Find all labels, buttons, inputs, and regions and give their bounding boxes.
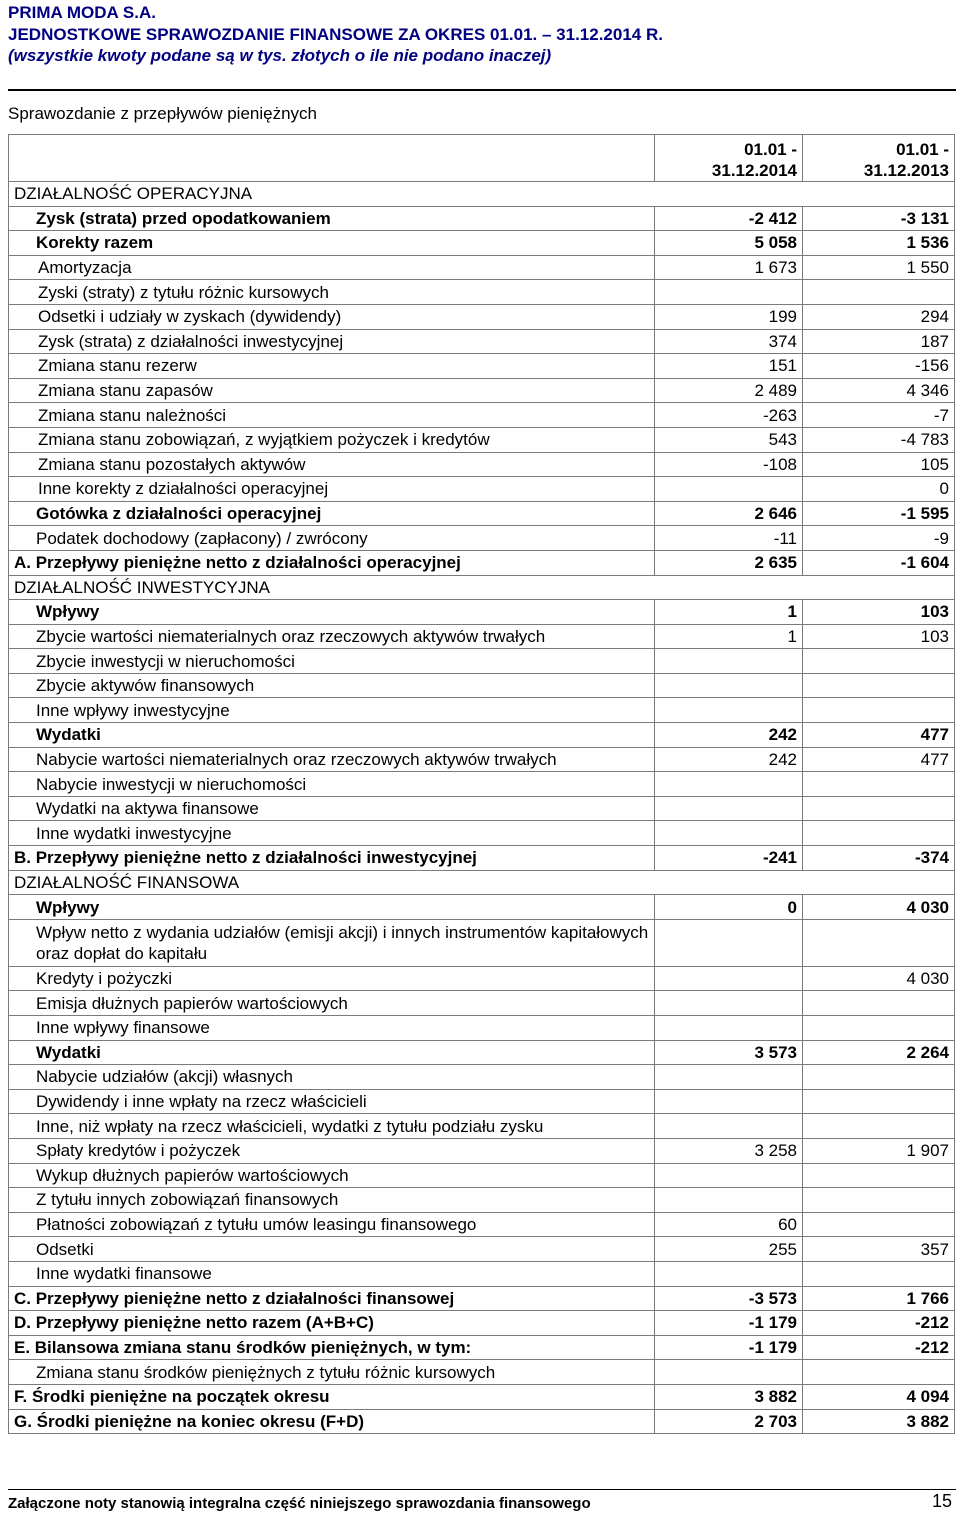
column-header-2013: 01.01 - 31.12.2013 <box>803 135 955 182</box>
table-row <box>9 304 955 329</box>
value-2014: -1 179 <box>655 1335 803 1360</box>
row-label: Amortyzacja <box>9 255 655 280</box>
value-2014: 2 635 <box>655 550 803 575</box>
row-label: Inne wydatki finansowe <box>9 1261 655 1286</box>
row-label: Nabycie udziałów (akcji) własnych <box>9 1065 655 1090</box>
header-divider <box>8 89 956 91</box>
value-2014: 255 <box>655 1237 803 1262</box>
header-label-cell <box>9 135 655 182</box>
row-label: Zmiana stanu pozostałych aktywów <box>9 452 655 477</box>
value-2014 <box>655 1188 803 1213</box>
row-label: C. Przepływy pieniężne netto z działalności finansowej <box>9 1286 655 1311</box>
row-label: Zbycie wartości niematerialnych oraz rzeczowych aktywów trwałych <box>9 624 655 649</box>
value-2013 <box>803 1261 955 1286</box>
value-2014: 3 573 <box>655 1040 803 1065</box>
table-row <box>9 870 955 895</box>
value-2014: 3 882 <box>655 1384 803 1409</box>
value-2014 <box>655 919 803 966</box>
row-label: Odsetki <box>9 1237 655 1262</box>
value-2013 <box>803 1360 955 1385</box>
value-2013 <box>803 673 955 698</box>
value-2014 <box>655 575 803 600</box>
value-2013 <box>803 649 955 674</box>
report-title: JEDNOSTKOWE SPRAWOZDANIE FINANSOWE ZA OKRES 01.01. – 31.12.2014 R. <box>8 25 663 44</box>
value-2013: 105 <box>803 452 955 477</box>
value-2014: 199 <box>655 304 803 329</box>
table-row <box>9 1188 955 1213</box>
table-row <box>9 1360 955 1385</box>
value-2013: 477 <box>803 747 955 772</box>
value-2013: -374 <box>803 846 955 871</box>
value-2014: -1 179 <box>655 1311 803 1336</box>
value-2013: 1 550 <box>803 255 955 280</box>
company-name: PRIMA MODA S.A. <box>8 3 156 22</box>
value-2014: -2 412 <box>655 206 803 231</box>
value-2013: 4 094 <box>803 1384 955 1409</box>
footer-divider <box>8 1489 956 1490</box>
value-2014: 242 <box>655 747 803 772</box>
value-2013 <box>803 796 955 821</box>
value-2013: -3 131 <box>803 206 955 231</box>
row-label: Zbycie inwestycji w nieruchomości <box>9 649 655 674</box>
row-label: DZIAŁALNOŚĆ FINANSOWA <box>9 870 655 895</box>
value-2013 <box>803 919 955 966</box>
table-row <box>9 354 955 379</box>
row-label: Inne, niż wpłaty na rzecz właścicieli, wydatki z tytułu podziału zysku <box>9 1114 655 1139</box>
row-label: Gotówka z działalności operacyjnej <box>9 501 655 526</box>
value-2014 <box>655 796 803 821</box>
value-2013: -4 783 <box>803 427 955 452</box>
row-label: Inne korekty z działalności operacyjnej <box>9 477 655 502</box>
value-2014 <box>655 772 803 797</box>
row-label: Wykup dłużnych papierów wartościowych <box>9 1163 655 1188</box>
table-row <box>9 624 955 649</box>
table-row <box>9 452 955 477</box>
table-row <box>9 1138 955 1163</box>
row-label: Zmiana stanu zapasów <box>9 378 655 403</box>
table-row <box>9 206 955 231</box>
row-label: Zysk (strata) z działalności inwestycyjnej <box>9 329 655 354</box>
value-2014 <box>655 280 803 305</box>
row-label: Inne wpływy inwestycyjne <box>9 698 655 723</box>
value-2013 <box>803 991 955 1016</box>
table-row <box>9 1065 955 1090</box>
row-label: Zysk (strata) przed opodatkowaniem <box>9 206 655 231</box>
row-label: D. Przepływy pieniężne netto razem (A+B+C) <box>9 1311 655 1336</box>
value-2014: 2 703 <box>655 1409 803 1434</box>
row-label: Inne wydatki inwestycyjne <box>9 821 655 846</box>
row-label: Płatności zobowiązań z tytułu umów leasingu finansowego <box>9 1212 655 1237</box>
value-2013: 103 <box>803 624 955 649</box>
row-label: F. Środki pieniężne na początek okresu <box>9 1384 655 1409</box>
report-subtitle: (wszystkie kwoty podane są w tys. złotych o ile nie podano inaczej) <box>8 46 552 65</box>
value-2014: -241 <box>655 846 803 871</box>
value-2014 <box>655 477 803 502</box>
table-row <box>9 1261 955 1286</box>
row-label: Wydatki na aktywa finansowe <box>9 796 655 821</box>
value-2013: 294 <box>803 304 955 329</box>
value-2013 <box>803 870 955 895</box>
table-row <box>9 403 955 428</box>
table-row <box>9 846 955 871</box>
table-row <box>9 255 955 280</box>
row-label: Zmiana stanu środków pieniężnych z tytułu różnic kursowych <box>9 1360 655 1385</box>
value-2014 <box>655 870 803 895</box>
value-2014: -108 <box>655 452 803 477</box>
value-2013 <box>803 575 955 600</box>
value-2013: 4 030 <box>803 966 955 991</box>
table-row <box>9 329 955 354</box>
row-label: A. Przepływy pieniężne netto z działalności operacyjnej <box>9 550 655 575</box>
value-2014 <box>655 1016 803 1041</box>
value-2013 <box>803 280 955 305</box>
value-2014: 242 <box>655 723 803 748</box>
value-2014: 543 <box>655 427 803 452</box>
value-2013: 1 907 <box>803 1138 955 1163</box>
value-2013: 3 882 <box>803 1409 955 1434</box>
row-label: Kredyty i pożyczki <box>9 966 655 991</box>
value-2014: -11 <box>655 526 803 551</box>
table-row <box>9 673 955 698</box>
footer-note: Załączone noty stanowią integralna część niniejszego sprawozdania finansowego <box>8 1495 591 1512</box>
table-row <box>9 1335 955 1360</box>
value-2014 <box>655 966 803 991</box>
value-2013 <box>803 182 955 207</box>
value-2014 <box>655 182 803 207</box>
table-row <box>9 378 955 403</box>
table-row <box>9 501 955 526</box>
value-2013 <box>803 1188 955 1213</box>
row-label: B. Przepływy pieniężne netto z działalności inwestycyjnej <box>9 846 655 871</box>
value-2014: 2 489 <box>655 378 803 403</box>
row-label: Emisja dłużnych papierów wartościowych <box>9 991 655 1016</box>
table-row <box>9 747 955 772</box>
row-label: Odsetki i udziały w zyskach (dywidendy) <box>9 304 655 329</box>
row-label: Wpływy <box>9 600 655 625</box>
row-label: Podatek dochodowy (zapłacony) / zwrócony <box>9 526 655 551</box>
value-2013: 1 536 <box>803 231 955 256</box>
table-row <box>9 575 955 600</box>
section-title: Sprawozdanie z przepływów pieniężnych <box>8 104 317 123</box>
value-2014 <box>655 649 803 674</box>
page-number: 15 <box>931 1491 952 1511</box>
value-2013 <box>803 698 955 723</box>
value-2013: 477 <box>803 723 955 748</box>
row-label: Wydatki <box>9 723 655 748</box>
value-2014 <box>655 821 803 846</box>
row-label: DZIAŁALNOŚĆ OPERACYJNA <box>9 182 655 207</box>
table-row <box>9 231 955 256</box>
value-2014: 1 <box>655 624 803 649</box>
table-row <box>9 1286 955 1311</box>
table-row <box>9 991 955 1016</box>
value-2014: 3 258 <box>655 1138 803 1163</box>
value-2013 <box>803 1163 955 1188</box>
table-row <box>9 966 955 991</box>
table-header-row <box>9 135 955 182</box>
table-row <box>9 477 955 502</box>
table-row <box>9 1212 955 1237</box>
row-label: Nabycie wartości niematerialnych oraz rzeczowych aktywów trwałych <box>9 747 655 772</box>
value-2014 <box>655 1065 803 1090</box>
value-2013: -1 595 <box>803 501 955 526</box>
row-label: DZIAŁALNOŚĆ INWESTYCYJNA <box>9 575 655 600</box>
row-label: Wpływ netto z wydania udziałów (emisji akcji) i innych instrumentów kapitałowych oraz dopłat do kapitału <box>9 919 655 966</box>
value-2013: -7 <box>803 403 955 428</box>
row-label: Z tytułu innych zobowiązań finansowych <box>9 1188 655 1213</box>
column-header-2014: 01.01 - 31.12.2014 <box>655 135 803 182</box>
table-row <box>9 1409 955 1434</box>
value-2014: 1 673 <box>655 255 803 280</box>
value-2014: 374 <box>655 329 803 354</box>
table-row <box>9 1384 955 1409</box>
value-2013: -1 604 <box>803 550 955 575</box>
value-2013: 4 030 <box>803 895 955 920</box>
value-2013: -212 <box>803 1311 955 1336</box>
value-2014 <box>655 673 803 698</box>
value-2013: 103 <box>803 600 955 625</box>
table-row <box>9 427 955 452</box>
table-row <box>9 600 955 625</box>
table-row <box>9 182 955 207</box>
value-2014: 60 <box>655 1212 803 1237</box>
value-2013: -212 <box>803 1335 955 1360</box>
row-label: Zyski (straty) z tytułu różnic kursowych <box>9 280 655 305</box>
value-2014 <box>655 1089 803 1114</box>
value-2014 <box>655 1114 803 1139</box>
value-2013: 0 <box>803 477 955 502</box>
row-label: Spłaty kredytów i pożyczek <box>9 1138 655 1163</box>
table-row <box>9 796 955 821</box>
value-2013: 4 346 <box>803 378 955 403</box>
table-row <box>9 280 955 305</box>
value-2013: 357 <box>803 1237 955 1262</box>
value-2013 <box>803 1065 955 1090</box>
row-label: Inne wpływy finansowe <box>9 1016 655 1041</box>
value-2013: 2 264 <box>803 1040 955 1065</box>
table-row <box>9 550 955 575</box>
row-label: Wydatki <box>9 1040 655 1065</box>
row-label: Zbycie aktywów finansowych <box>9 673 655 698</box>
value-2013: -9 <box>803 526 955 551</box>
table-row <box>9 772 955 797</box>
value-2014: 5 058 <box>655 231 803 256</box>
value-2013 <box>803 772 955 797</box>
value-2014: -263 <box>655 403 803 428</box>
table-row <box>9 698 955 723</box>
table-row <box>9 1311 955 1336</box>
row-label: G. Środki pieniężne na koniec okresu (F+D) <box>9 1409 655 1434</box>
value-2013 <box>803 821 955 846</box>
row-label: Zmiana stanu należności <box>9 403 655 428</box>
value-2014: -3 573 <box>655 1286 803 1311</box>
value-2014: 151 <box>655 354 803 379</box>
row-label: Wpływy <box>9 895 655 920</box>
table-row <box>9 526 955 551</box>
value-2014: 1 <box>655 600 803 625</box>
cash-flow-table <box>8 134 955 1434</box>
table-row <box>9 649 955 674</box>
table-row <box>9 919 955 966</box>
table-row <box>9 821 955 846</box>
row-label: E. Bilansowa zmiana stanu środków pieniężnych, w tym: <box>9 1335 655 1360</box>
table-row <box>9 1237 955 1262</box>
table-row <box>9 1040 955 1065</box>
value-2013: -156 <box>803 354 955 379</box>
value-2014 <box>655 1163 803 1188</box>
value-2013 <box>803 1212 955 1237</box>
table-row <box>9 1163 955 1188</box>
table-row <box>9 723 955 748</box>
value-2013 <box>803 1114 955 1139</box>
value-2013 <box>803 1089 955 1114</box>
table-row <box>9 1089 955 1114</box>
row-label: Zmiana stanu rezerw <box>9 354 655 379</box>
value-2014 <box>655 698 803 723</box>
table-row <box>9 1114 955 1139</box>
value-2014 <box>655 1360 803 1385</box>
row-label: Dywidendy i inne wpłaty na rzecz właścicieli <box>9 1089 655 1114</box>
value-2013: 187 <box>803 329 955 354</box>
table-row <box>9 895 955 920</box>
value-2014 <box>655 991 803 1016</box>
value-2014: 2 646 <box>655 501 803 526</box>
row-label: Nabycie inwestycji w nieruchomości <box>9 772 655 797</box>
row-label: Zmiana stanu zobowiązań, z wyjątkiem pożyczek i kredytów <box>9 427 655 452</box>
value-2014: 0 <box>655 895 803 920</box>
value-2014 <box>655 1261 803 1286</box>
value-2013: 1 766 <box>803 1286 955 1311</box>
value-2013 <box>803 1016 955 1041</box>
table-row <box>9 1016 955 1041</box>
row-label: Korekty razem <box>9 231 655 256</box>
